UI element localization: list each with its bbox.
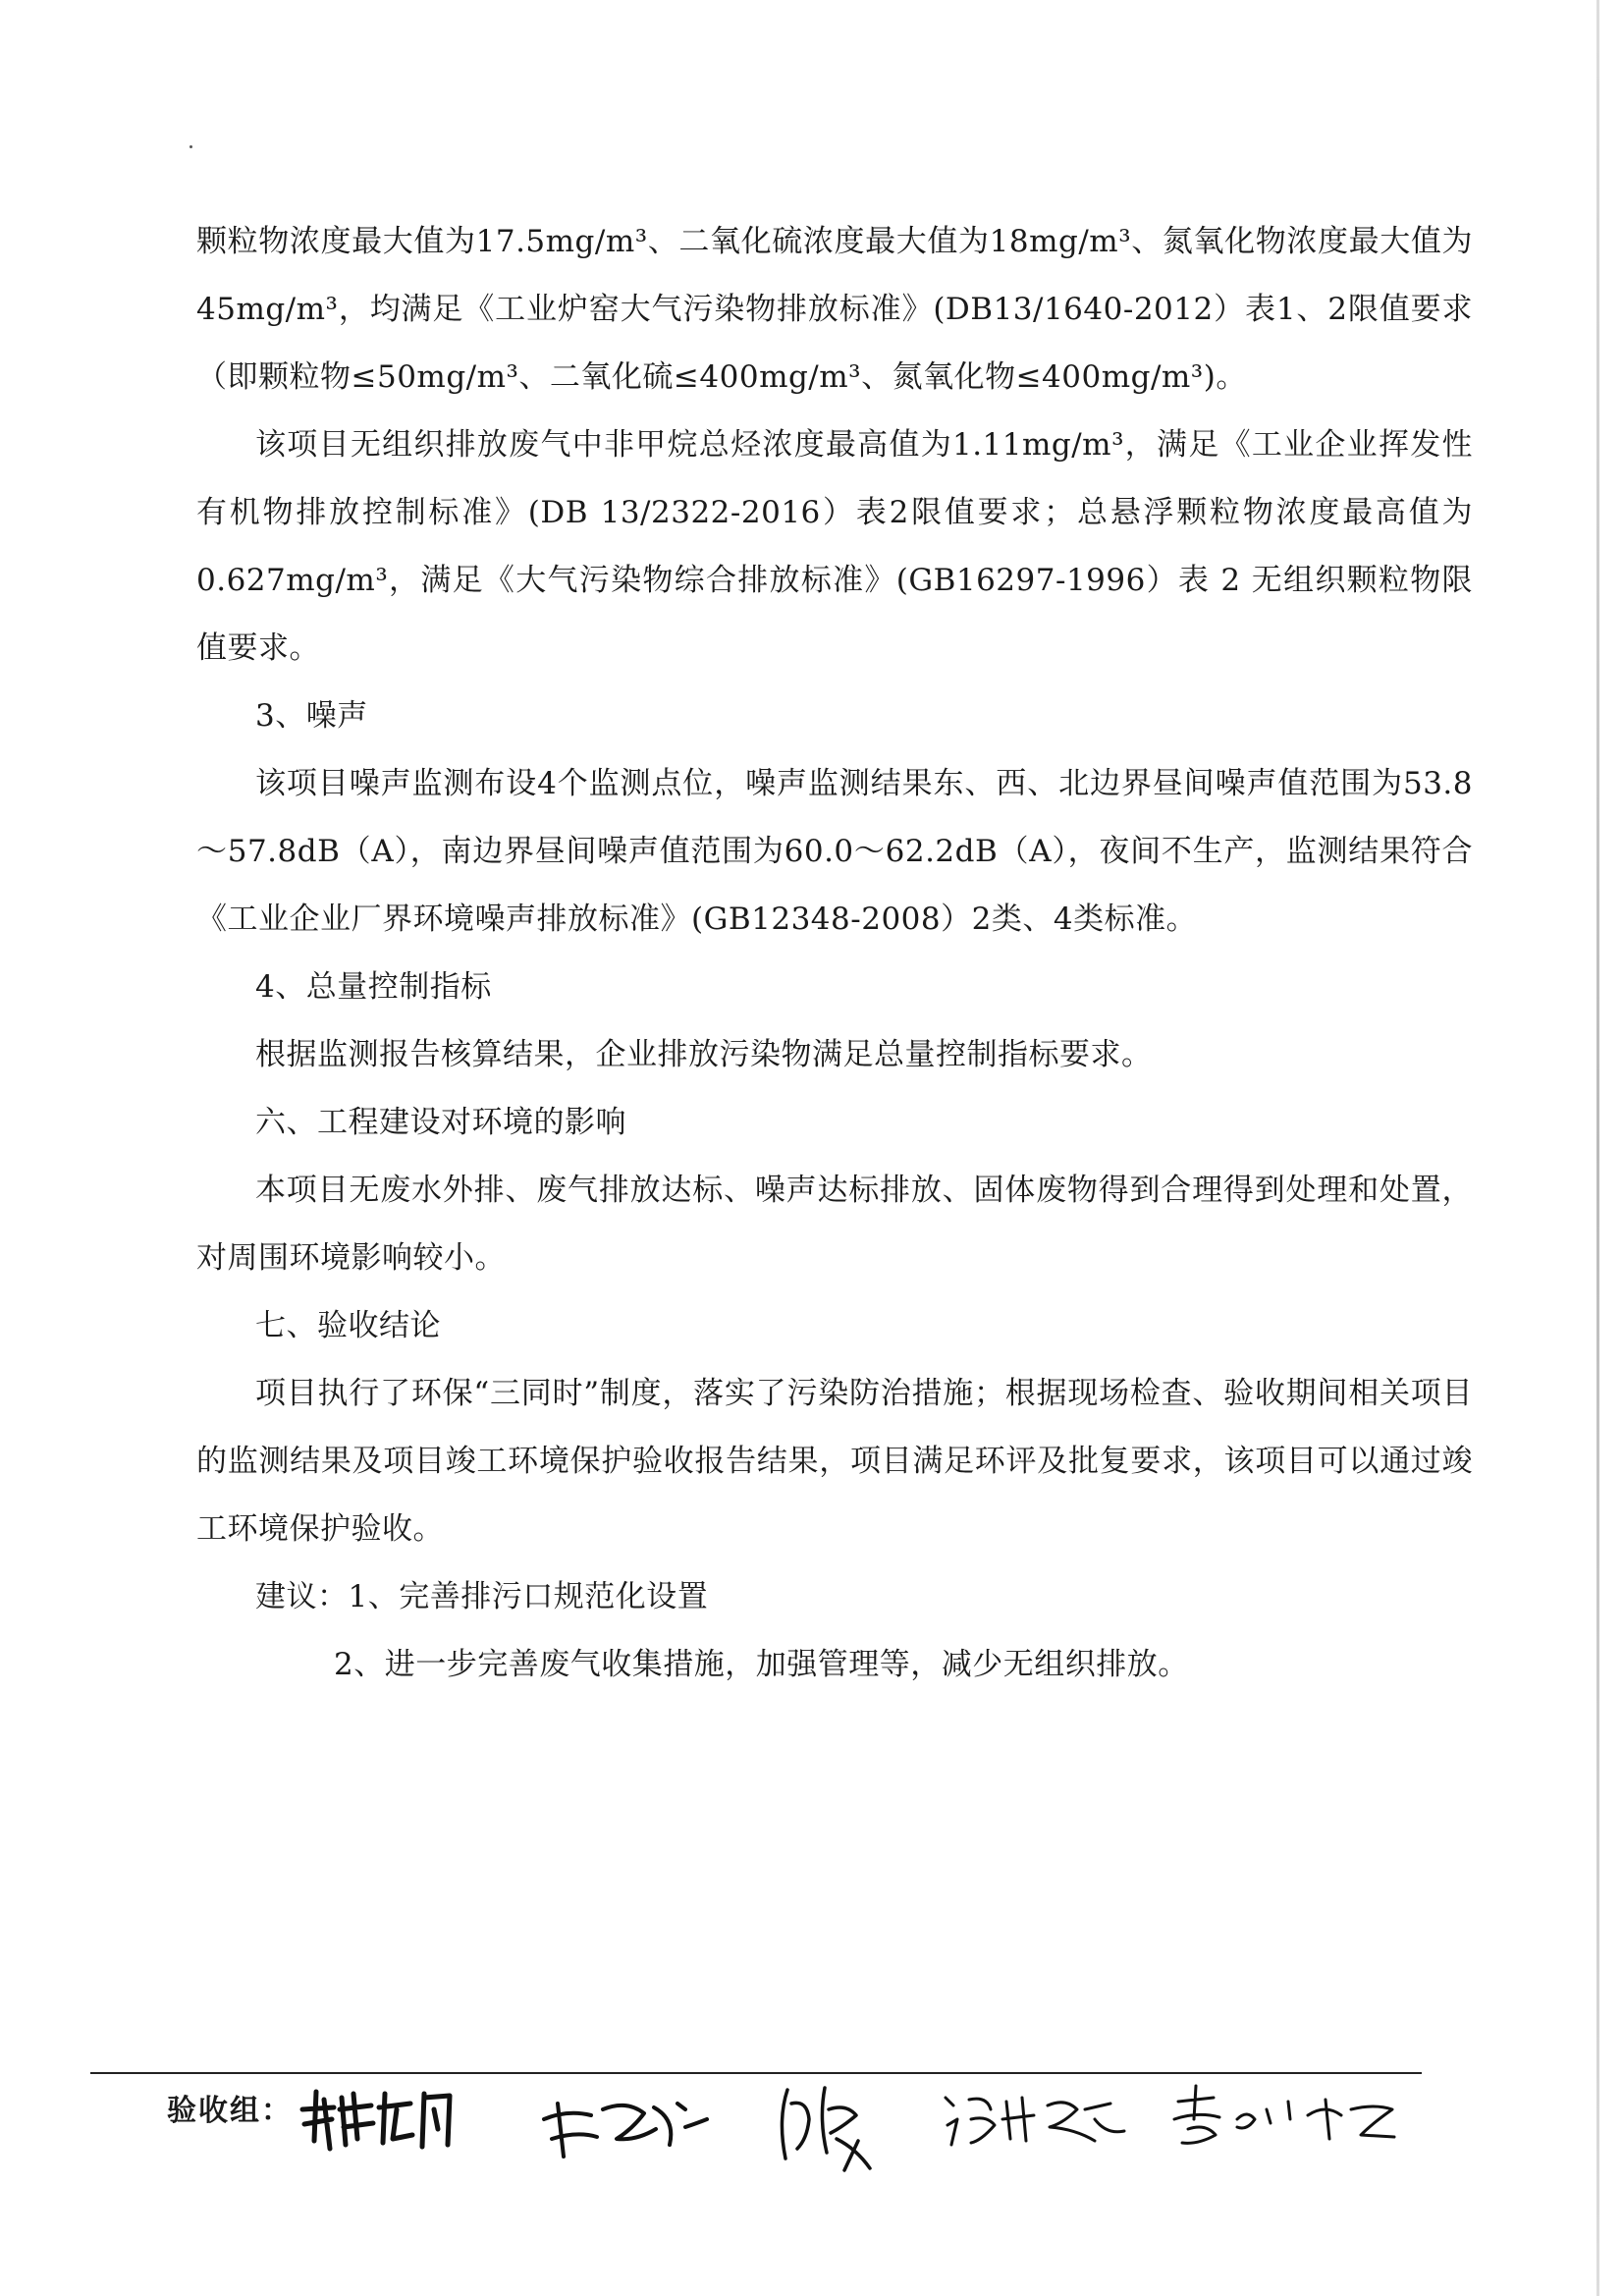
document-body [196,208,1473,1699]
suggestion-1: 建议：1、完善排污口规范化设置 [255,1579,709,1614]
signature-4 [938,2080,1134,2159]
paragraph-emissions-result: 颗粒物浓度最大值为17.5mg/m³、二氧化硫浓度最大值为18mg/m³、氮氧化物浓度最大值为45mg/m³，均满足《工业炉窑大气污染物排放标准》(DB13/1640-2012）表1、2限值要求（即颗粒物≤50mg/m³、二氧化硫≤400mg/m³、氮氧化物≤400mg/m³)。 [196,224,1473,395]
scan-edge-shadow [1596,0,1599,2296]
heading-environmental-impact: 六、工程建设对环境的影响 [255,1105,626,1140]
heading-total-control: 4、总量控制指标 [255,969,492,1005]
signature-label: 验收组： [167,2094,293,2128]
scan-speck [189,145,192,148]
paragraph-environmental-impact: 本项目无废水外排、废气排放达标、噪声达标排放、固体废物得到合理得到处理和处置，对周围环境影响较小。 [196,1173,1473,1276]
suggestion-2: 2、进一步完善废气收集措施，加强管理等，减少无组织排放。 [334,1647,1189,1682]
paragraph-conclusion: 项目执行了环保“三同时”制度，落实了污染防治措施；根据现场检查、验收期间相关项目的监测结果及项目竣工环境保护验收报告结果，项目满足环评及批复要求，该项目可以通过竣工环境保护验收。 [196,1376,1473,1547]
paragraph-noise-result: 该项目噪声监测布设4个监测点位，噪声监测结果东、西、北边界昼间噪声值范围为53.8～57.8dB（A），南边界昼间噪声值范围为60.0～62.2dB（A），夜间不生产，监测结果符合《工业企业厂界环境噪声排放标准》(GB12348-2008）2类、4类标准。 [196,766,1473,937]
heading-conclusion: 七、验收结论 [255,1308,441,1343]
paragraph-fugitive-emissions: 该项目无组织排放废气中非甲烷总烃浓度最高值为1.11mg/m³，满足《工业企业挥发性有机物排放控制标准》(DB 13/2322-2016）表2限值要求；总悬浮颗粒物浓度最高值为0.627mg/m³，满足《大气污染物综合排放标准》(GB16297-1996）表 2 无组织颗粒物限值要求。 [196,427,1473,666]
paragraph-total-control: 根据监测报告核算结果，企业排放污染物满足总量控制指标要求。 [255,1037,1153,1072]
heading-noise: 3、噪声 [255,698,368,734]
signature-5 [1168,2080,1404,2159]
signature-3 [768,2080,886,2178]
signature-divider [90,2072,1422,2074]
signature-2 [538,2080,715,2168]
signature-1 [295,2080,461,2159]
